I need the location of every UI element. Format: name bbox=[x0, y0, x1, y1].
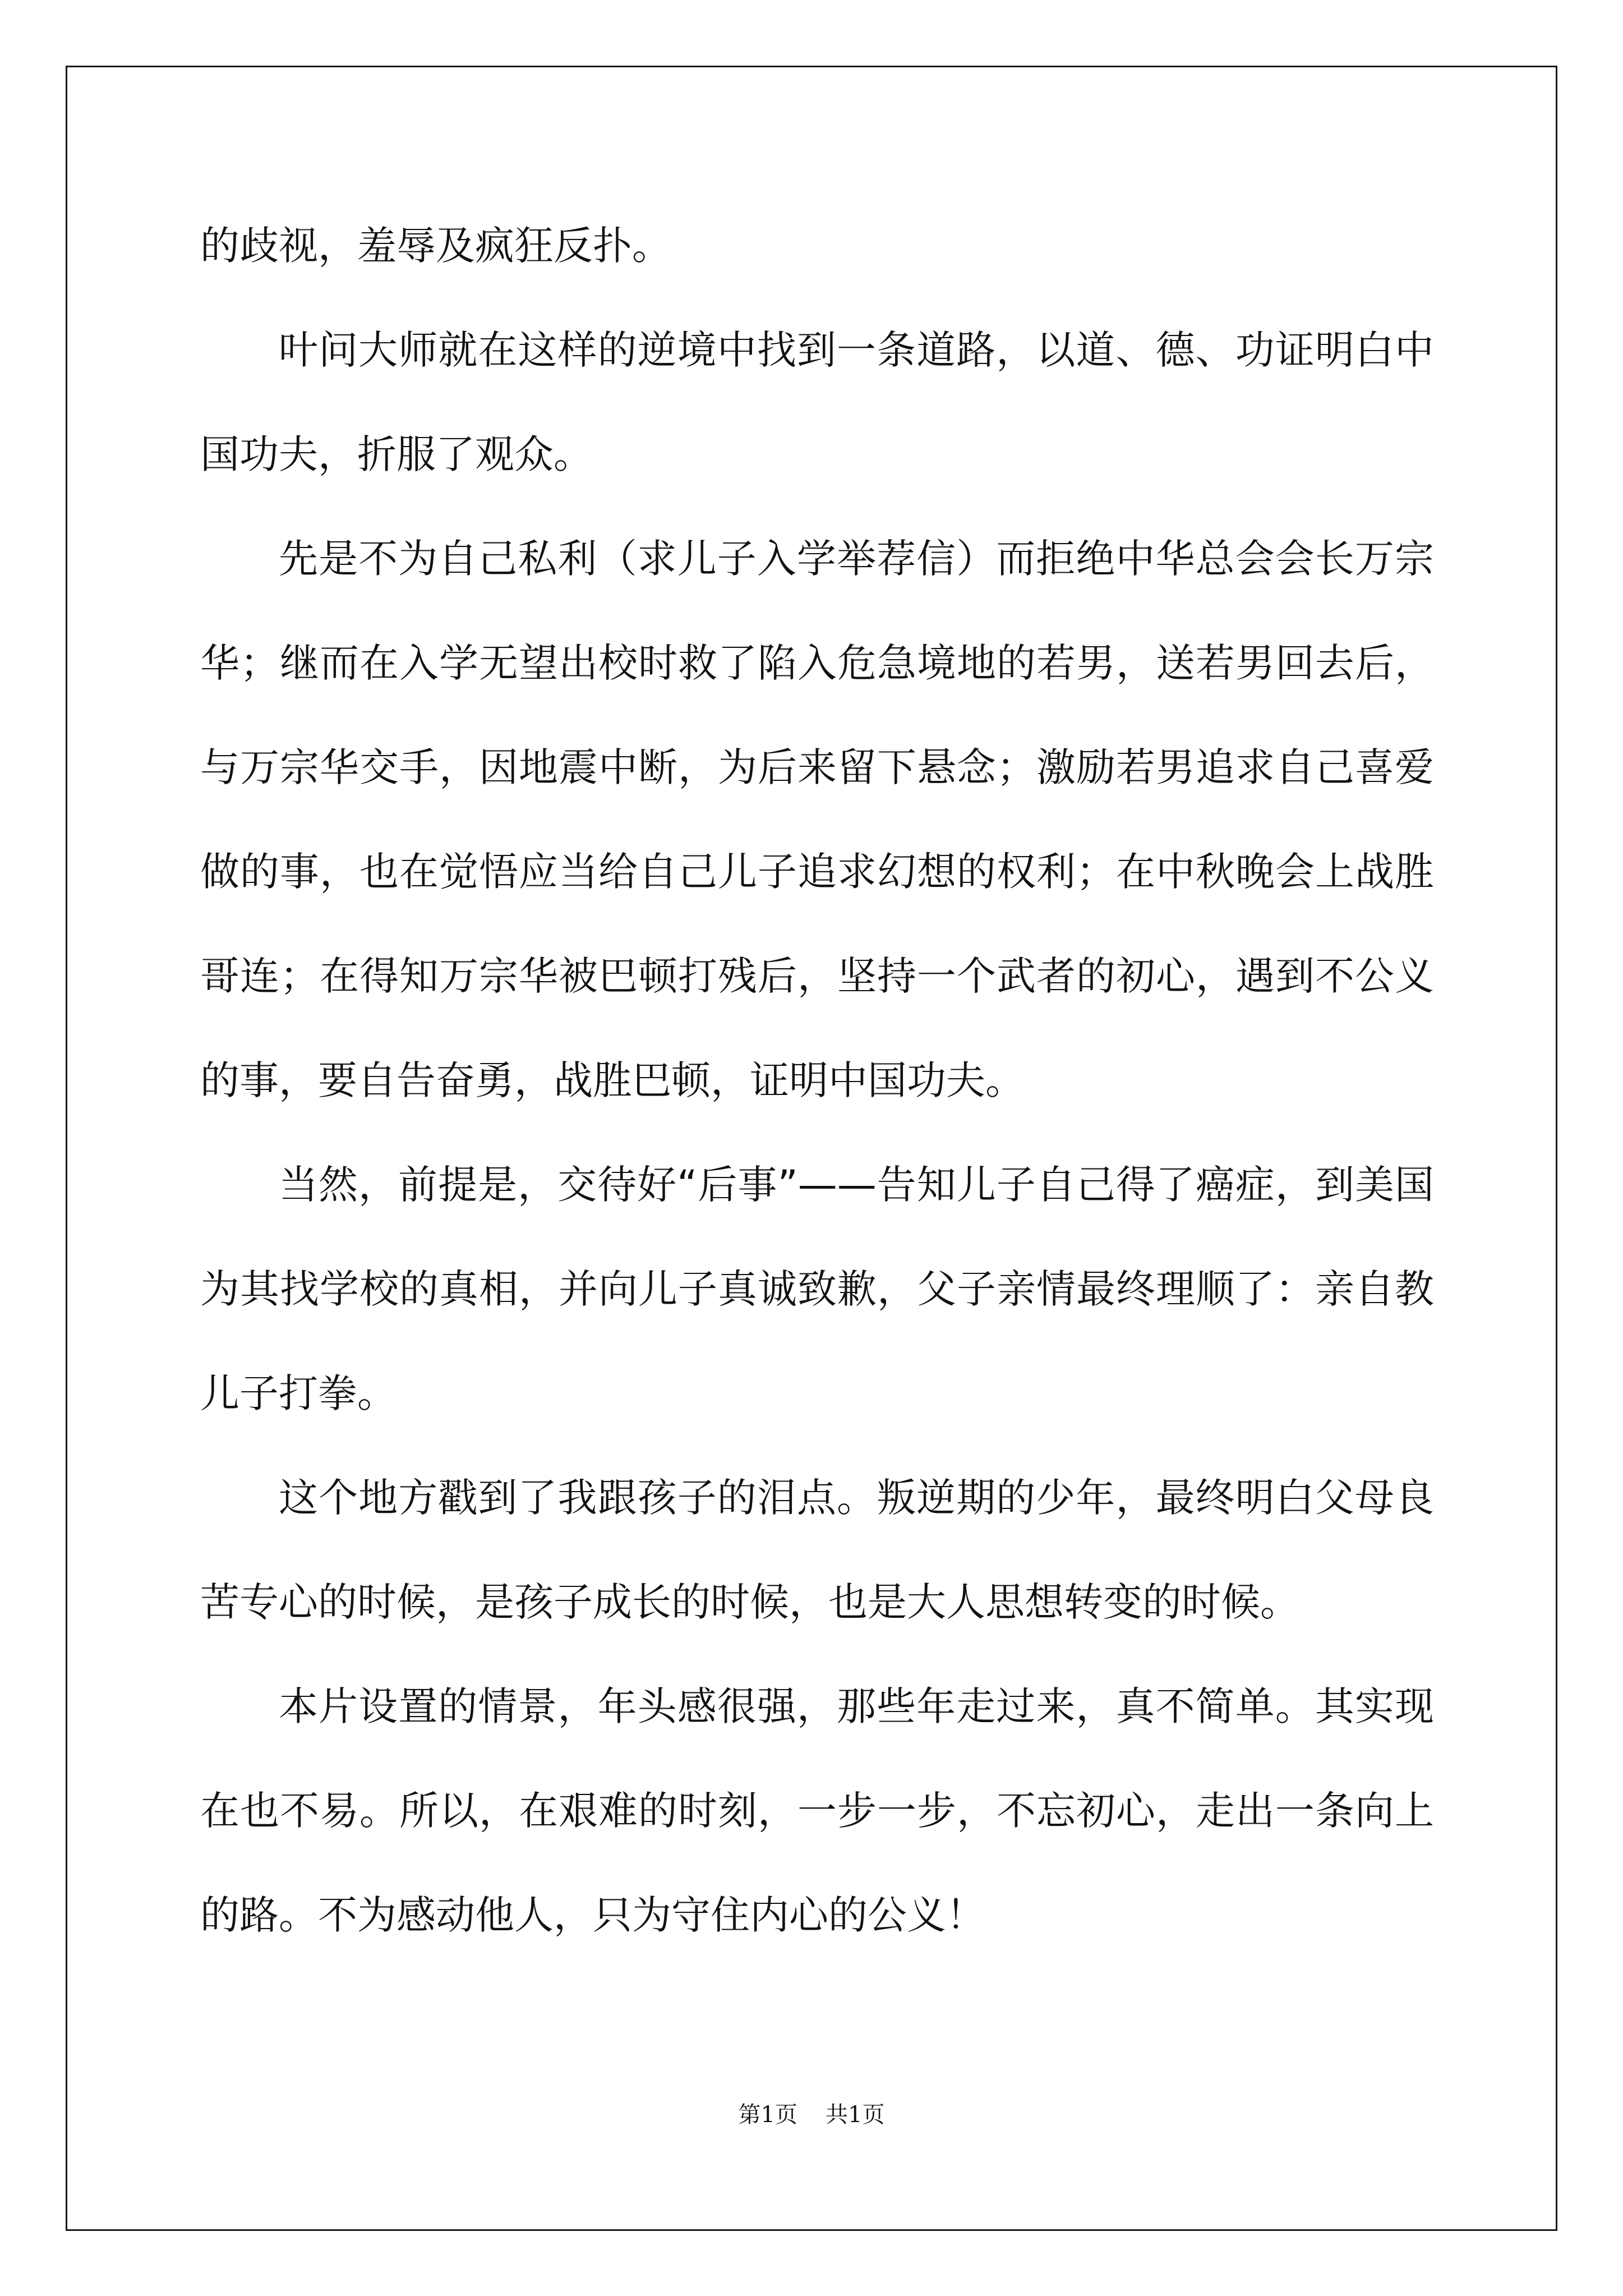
paragraph: 先是不为自己私利（求儿子入学举荐信）而拒绝中华总会会长万宗华；继而在入学无望出校时救了陷入危急境地的若男，送若男回去后，与万宗华交手，因地震中断，为后来留下悬念；激励若男追求自己喜爱做的事，也在觉悟应当给自己儿子追求幻想的权利；在中秋晚会上战胜哥连；在得知万宗华被巴顿打残后，坚持一个武者的初心，遇到不公义的事，要自告奋勇，战胜巴顿，证明中国功夫。 bbox=[200, 536, 1434, 1103]
page-footer bbox=[0, 2101, 1623, 2129]
paragraph: 当然，前提是，交待好“后事”——告知儿子自己得了癌症，到美国为其找学校的真相，并向儿子真诚致歉，父子亲情最终理顺了：亲自教儿子打拳。 bbox=[200, 1162, 1434, 1416]
paragraph: 本片设置的情景，年头感很强，那些年走过来，真不简单。其实现在也不易。所以，在艰难的时刻，一步一步，不忘初心，走出一条向上的路。不为感动他人，只为守住内心的公义！ bbox=[200, 1683, 1434, 1938]
page-number: 第1页 bbox=[738, 2102, 797, 2128]
paragraph-continuation: 的歧视，羞辱及疯狂反扑。 bbox=[200, 223, 671, 269]
document-body bbox=[200, 194, 1434, 1967]
paragraph: 叶问大师就在这样的逆境中找到一条道路，以道、德、功证明白中国功夫，折服了观众。 bbox=[200, 327, 1434, 477]
page-count: 共1页 bbox=[826, 2102, 885, 2128]
paragraph: 这个地方戳到了我跟孩子的泪点。叛逆期的少年，最终明白父母良苦专心的时候，是孩子成长的时候，也是大人思想转变的时候。 bbox=[200, 1475, 1434, 1625]
